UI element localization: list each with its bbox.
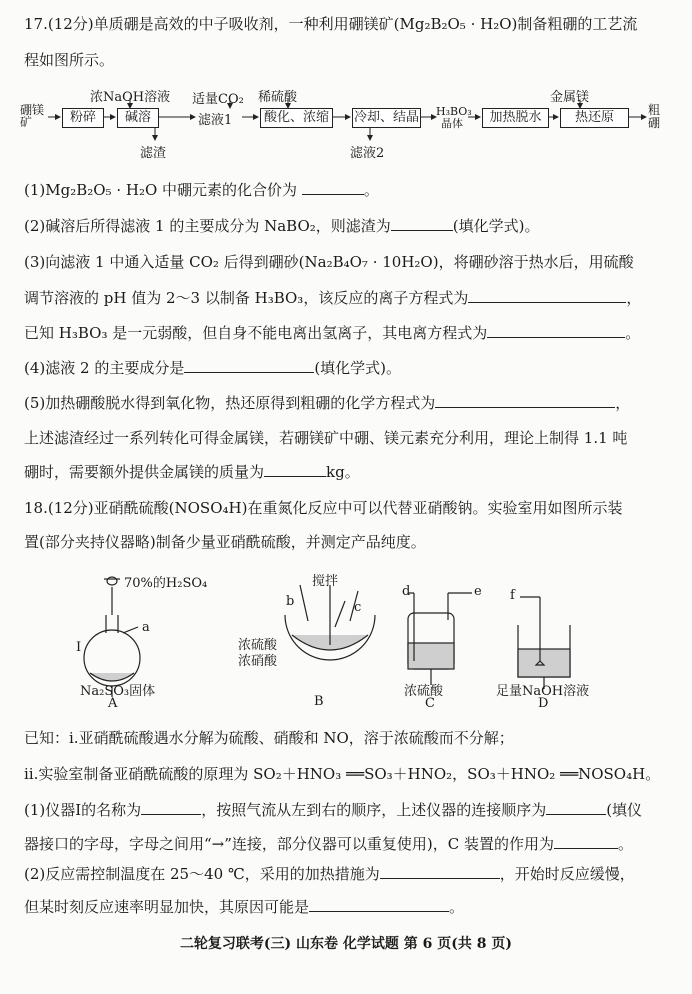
flow-step-dehydrate: 加热脱水 (482, 108, 549, 128)
q18-part1-line2 (24, 834, 670, 854)
q17-part1 (24, 180, 670, 200)
q17-part3-end3: 。 (625, 324, 641, 342)
q17-part3-line1: (3)向滤液 1 中通入适量 CO₂ 后得到硼砂(Na₂B₄O₇ · 10H₂O)，将硼砂溶于热水后，用硫酸 (24, 253, 634, 271)
q18-part2-text1: (2)反应需控制温度在 25～40 ℃，采用的加热措施为 (24, 865, 380, 883)
apparatus-c-port-d: d (402, 584, 411, 599)
q17-intro-line2: 程如图所示。 (24, 51, 115, 69)
apparatus-b-port-c: c (354, 600, 362, 615)
answer-blank[interactable] (487, 323, 625, 338)
q17-part4 (24, 358, 670, 378)
answer-blank[interactable] (184, 358, 314, 373)
flow-end-label: 粗硼 (648, 103, 661, 130)
flow-h3bo3-crystal: H₃BO₃晶体 (436, 105, 472, 130)
q17-part4-text: (4)滤液 2 的主要成分是 (24, 359, 185, 377)
apparatus-d-port-f: f (510, 588, 515, 603)
flow-step-acidify: 酸化、浓缩 (260, 108, 333, 128)
q17-part5-text3: 硼时，需要额外提供金属镁的质量为 (24, 463, 265, 481)
q18-part2-line1 (24, 864, 670, 884)
q17-part4-end: (填化学式)。 (314, 359, 402, 377)
answer-blank[interactable] (380, 864, 500, 879)
q18-intro-line2: 置(部分夹持仪器略)制备少量亚硝酰硫酸，并测定产品纯度。 (24, 533, 426, 551)
flow-step-cool: 冷却、结晶 (352, 108, 421, 128)
answer-blank[interactable] (141, 800, 201, 815)
q17-part1-end: 。 (363, 181, 379, 199)
q18-part2-end2: 。 (449, 898, 465, 916)
apparatus-b-liquid1: 浓硫酸 (238, 638, 278, 653)
q17-intro-line1: 17.(12分)单质硼是高效的中子吸收剂，一种利用硼镁矿(Mg₂B₂O₅ · H₂O)制备粗硼的工艺流 (24, 15, 638, 33)
q18-intro-line1: 18.(12分)亚硝酰硫酸(NOSO₄H)在重氮化反应中可以代替亚硝酸钠。实验室用如图所示装 (24, 499, 623, 517)
flow-reagent-mg: 金属镁 (550, 90, 590, 105)
q17-part2-text: (2)碱溶后所得滤液 1 的主要成分为 NaBO₂，则滤渣为 (24, 217, 391, 235)
apparatus-c-port-e: e (474, 584, 482, 599)
process-flow-chart (20, 86, 680, 168)
q18-part1-end2: 。 (618, 835, 634, 853)
answer-blank[interactable] (546, 800, 606, 815)
apparatus-a-instrument: I (76, 640, 82, 655)
page-footer: 二轮复习联考(三) 山东卷 化学试题 第 6 页(共 8 页) (179, 936, 513, 952)
q17-part3-line3 (24, 323, 670, 343)
flow-reagent-co2: 适量CO₂ (192, 92, 244, 107)
q17-part2 (24, 216, 670, 236)
answer-blank[interactable] (468, 288, 626, 303)
apparatus-b-name: B (314, 694, 324, 709)
apparatus-a-name: A (108, 696, 118, 711)
q18-part1-mid: ，按照气流从左到右的顺序，上述仪器的连接顺序为 (201, 801, 547, 819)
q18-part1-text1: (1)仪器Ⅰ的名称为 (24, 801, 142, 819)
q18-known-1: 已知：ⅰ.亚硝酰硫酸遇水分解为硫酸、硝酸和 NO，溶于浓硫酸而不分解； (24, 729, 514, 747)
apparatus-c-name: C (425, 696, 435, 711)
flow-filtrate1: 滤液1 (198, 113, 233, 128)
flow-reagent-naoh: 浓NaOH溶液 (90, 90, 171, 105)
q17-part3-end2: ， (626, 289, 642, 307)
apparatus-d-liquid: 足量NaOH溶液 (496, 684, 590, 699)
apparatus-b-port-b: b (286, 594, 295, 609)
q17-part3-line2 (24, 288, 670, 308)
answer-blank[interactable] (264, 462, 326, 477)
q17-part5-text1: (5)加热硼酸脱水得到氧化物，热还原得到粗硼的化学方程式为 (24, 394, 436, 412)
answer-blank[interactable] (309, 897, 449, 912)
q18-part1-text2: 器接口的字母，字母之间用“→”连接，部分仪器可以重复使用)，C 装置的作用为 (24, 835, 555, 853)
flow-residue: 滤渣 (140, 146, 167, 161)
apparatus-a-solid: Na₂SO₃固体 (80, 684, 156, 699)
answer-blank[interactable] (554, 834, 618, 849)
flow-filtrate2: 滤液2 (350, 146, 385, 161)
q17-part5-line1 (24, 393, 670, 413)
q17-part1-text: (1)Mg₂B₂O₅ · H₂O 中硼元素的化合价为 (24, 181, 298, 199)
q18-part2-text2: 但某时刻反应速率明显加快，其原因可能是 (24, 898, 310, 916)
q18-part2-end1: ，开始时反应缓慢， (499, 865, 635, 883)
flow-step-crush: 粉碎 (62, 108, 104, 128)
apparatus-b-stir: 搅拌 (312, 574, 339, 589)
q18-part1-end1: (填仪 (606, 801, 643, 819)
q17-part3-text2: 调节溶液的 pH 值为 2～3 以制备 H₃BO₃，该反应的离子方程式为 (24, 289, 469, 307)
flow-step-reduce: 热还原 (560, 108, 629, 128)
apparatus-a-acid: 70%的H₂SO₄ (124, 576, 208, 591)
q17-part5-line2: 上述滤渣经过一系列转化可得金属镁，若硼镁矿中硼、镁元素充分利用，理论上制得 1.1 吨 (24, 429, 628, 447)
apparatus-a-port: a (142, 620, 150, 635)
q17-part5-end3: kg。 (326, 463, 360, 481)
flow-reagent-h2so4: 稀硫酸 (258, 90, 298, 105)
flow-step-alkali: 碱溶 (117, 108, 159, 128)
answer-blank[interactable] (435, 393, 615, 408)
apparatus-d-name: D (538, 696, 549, 711)
q18-part2-line2 (24, 897, 670, 917)
apparatus-b-liquid2: 浓硝酸 (238, 654, 278, 669)
q18-known-2: ⅱ.实验室制备亚硝酰硫酸的原理为 SO₂＋HNO₃ ══SO₃＋HNO₂，SO₃＋HNO₂ ══NOSO₄H。 (24, 765, 661, 783)
q18-part1-line1 (24, 800, 670, 820)
flow-start-label: 硼镁矿 (20, 103, 45, 129)
q17-part3-text3: 已知 H₃BO₃ 是一元弱酸，但自身不能电离出氢离子，其电离方程式为 (24, 324, 488, 342)
answer-blank[interactable] (302, 180, 364, 195)
q17-part5-end1: ， (615, 394, 631, 412)
answer-blank[interactable] (391, 216, 453, 231)
q17-part5-line3 (24, 462, 670, 482)
apparatus-c-liquid: 浓硫酸 (404, 684, 444, 699)
q17-part2-end: (填化学式)。 (452, 217, 540, 235)
